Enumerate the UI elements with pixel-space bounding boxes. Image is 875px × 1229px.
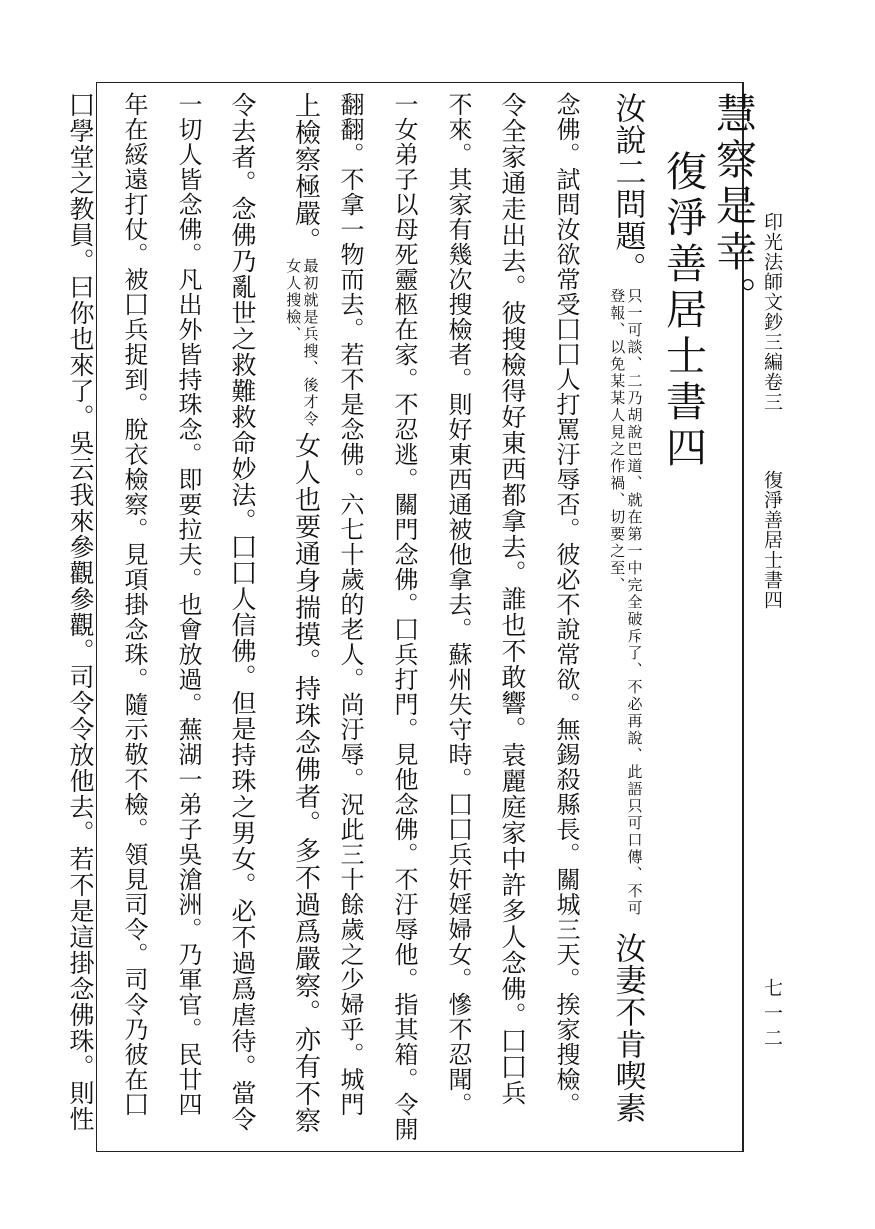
column-text: 囗學堂之教員。曰你也來了。吳云我來參觀參觀。司令令放他去。若不是這掛念佛珠。則性 (66, 92, 95, 1132)
column-text: 汝說二問題。 (609, 92, 646, 284)
text-column (446, 92, 470, 1117)
inline-note: 只一可談、二乃胡說巴道、就在第一中完全破斥了、不必再說、此語只可口傳、不可登報、以免某某人見之作禍、切要之至、 (608, 288, 644, 917)
text-column (608, 92, 646, 1124)
text-column (122, 92, 146, 1117)
column-text: 上檢察極嚴。 (290, 92, 321, 254)
text-column (284, 92, 319, 1134)
column-text: 念佛。試問汝欲常受囗囗人打罵汙辱否。彼必不說常欲。無錫殺縣長。關城三天。挨家搜檢。 (552, 92, 580, 1117)
inline-note: 最初就是兵搜、後才令女人搜檢、 (284, 258, 320, 428)
text-column (176, 92, 200, 1117)
column-text-continued: 汝妻不肯喫素 (609, 932, 646, 1124)
text-column (230, 92, 255, 1132)
column-text: 慧察是幸。 (709, 92, 757, 322)
column-text: 令去者。念佛乃亂世之救難救命妙法。囗囗人信佛。但是持珠之男女。必不過爲虐待。當令 (228, 92, 257, 1132)
column-text: 不來。其家有幾次搜檢者。則好東西通被他拿去。蘇州失守時。囗囗兵奸婬婦女。慘不忍聞。 (444, 92, 472, 1117)
letter-heading (659, 150, 707, 472)
text-column (392, 92, 416, 1142)
column-text: 一女弟子以母死靈柩在家。不忍逃。關門念佛。囗兵打門。見他念佛。不汙辱他。指其箱。令開 (390, 92, 418, 1142)
text-column (554, 92, 578, 1117)
text-column (338, 92, 362, 1117)
text-column (709, 92, 757, 322)
column-text: 復淨善居士書四 (659, 150, 707, 472)
text-column (500, 92, 525, 1106)
column-text: 一切人皆念佛。凡出外皆持珠念。即要拉夫。也會放過。蕪湖一弟子吳滄洲。乃軍官。民廿四 (174, 92, 202, 1117)
text-column (68, 92, 93, 1132)
column-text: 年在綏遠打仗。被囗兵捉到。脫衣檢察。見項掛念珠。隨示敬不檢。領見司令。司令乃彼在囗 (120, 92, 148, 1117)
page-number: 七一二 (761, 978, 783, 1053)
book-title: 印光法師文鈔三編卷三 (761, 212, 783, 412)
column-text-continued: 女人也要通身揣摸。持珠念佛者。多不過爲嚴察。亦有不察 (290, 432, 321, 1134)
column-text: 翻翻。不拿一物而去。若不是念佛。六七十歲的老人。尚汙辱。況此三十餘歲之少婦乎。城門 (336, 92, 364, 1117)
column-text: 令全家通走出去。彼搜檢得好東西都拿去。誰也不敢響。袁麗庭家中許多人念佛。囗囗兵 (498, 92, 527, 1106)
article-title: 復淨善居士書四 (761, 470, 783, 610)
